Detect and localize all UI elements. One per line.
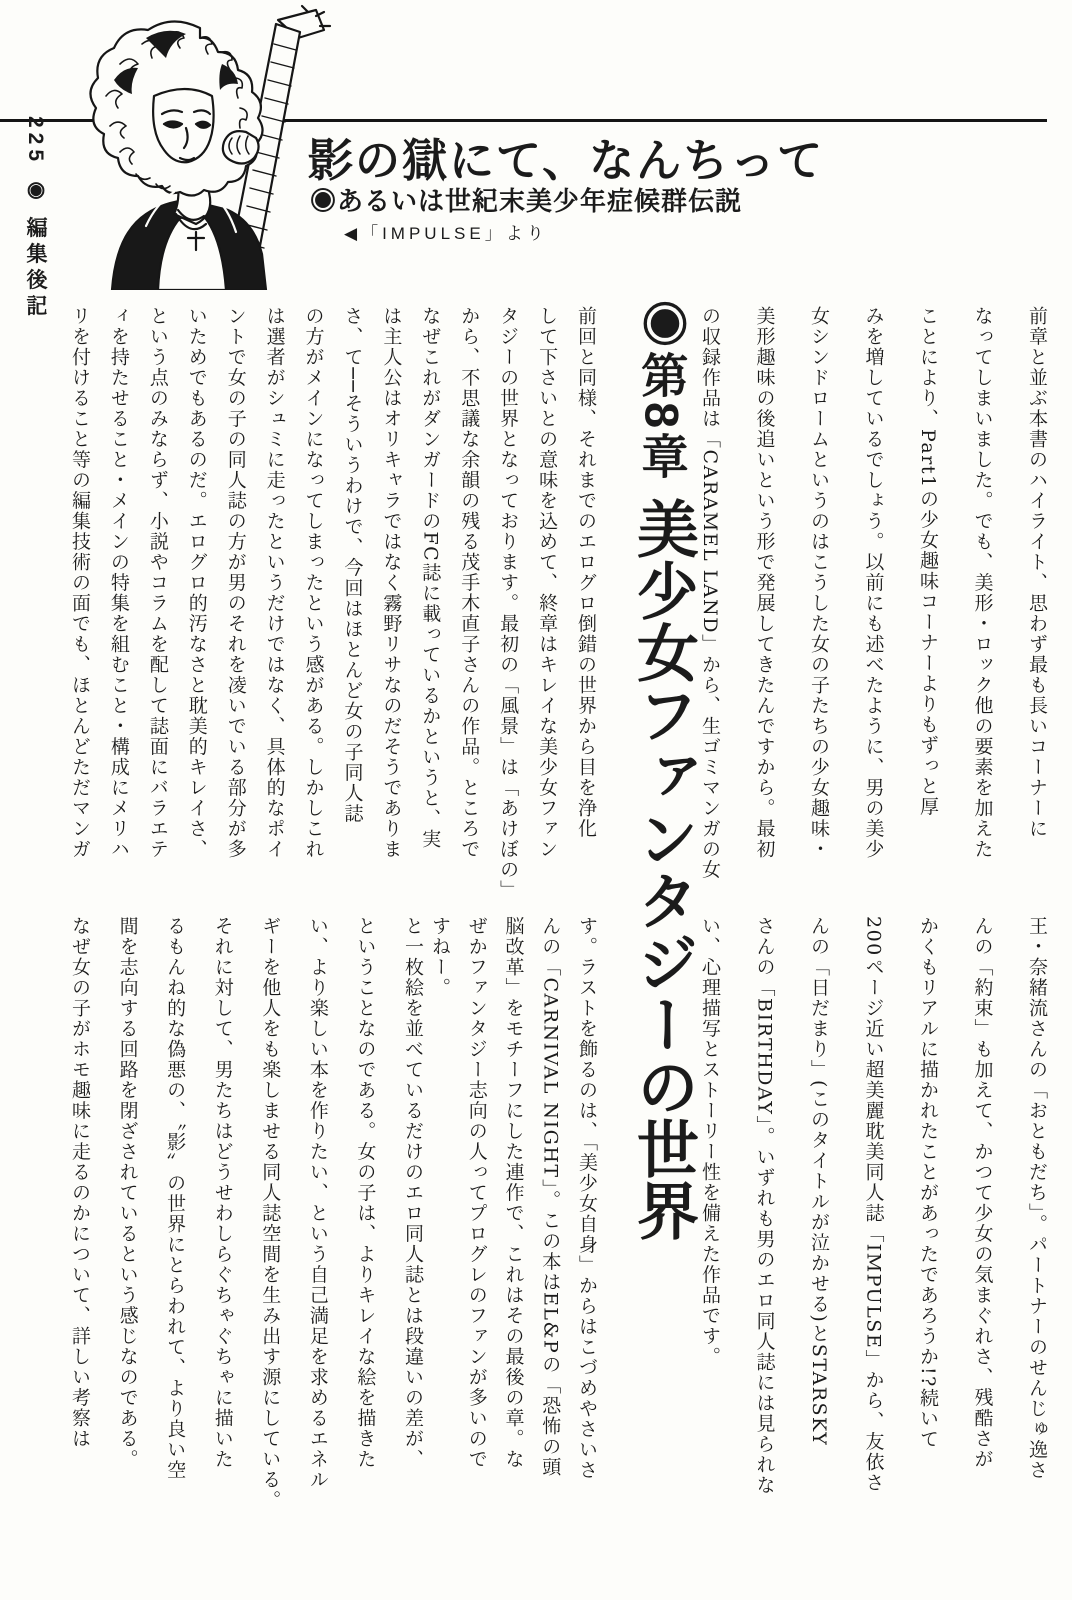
text-column: ぜかファンタジー志向の人ってプログレのファンが多いので — [465, 916, 488, 1470]
chapter-title: 美少女ファンタジーの世界 — [627, 497, 697, 1242]
article-title: 影の獄にて、なんちって — [308, 135, 825, 186]
text-column: 間を志向する回路を閉ざされているという感じなのである。 — [116, 916, 139, 1470]
text-column: なってしまいました。でも、美形・ロック他の要素を加えた — [971, 306, 994, 860]
text-column: いためでもあるのだ。エログロ的汚なさと耽美的キレイさ、 — [185, 306, 208, 860]
text-column: んの「約束」も加えて、かつて少女の気まぐれさ、残酷さが — [971, 916, 994, 1470]
text-block-lower-mid — [430, 916, 596, 1516]
text-column: リを付けること等の編集技術の面でも、ほとんどただマンガ — [69, 306, 91, 860]
text-column: すねー。 — [429, 916, 451, 998]
text-column: 前回と同様、それまでのエログロ倒錯の世界から目を浄化 — [574, 306, 597, 839]
text-column: の収録作品は「CARAMEL LAND」から、生ゴミマンガの女 — [699, 306, 721, 880]
text-column: それに対して、男たちはどうせわしらぐちゃぐちゃに描いた — [211, 916, 234, 1470]
article-subtitle: ◉あるいは世紀末美少年症候群伝説 — [310, 186, 743, 216]
chapter-number: ◉第8章 — [635, 300, 689, 484]
text-column: かくもリアルに描かれたことがあったであろうか!?続いて — [917, 916, 939, 1450]
text-column: んの「日だまり」(このタイトルが泣かせる)とSTARSKY — [808, 916, 830, 1447]
text-column: なぜこれがダンガードのFC誌に載っているかというと、実 — [419, 306, 442, 850]
text-block-upper-right — [699, 306, 1048, 880]
text-column: と一枚絵を並べているだけのエロ同人誌とは段違いの差が、 — [401, 916, 424, 1470]
text-column: んの「CARNIVAL NIGHT」。この本はEL&Pの「恐怖の頭 — [539, 916, 562, 1478]
text-column: す。ラストを飾るのは、「美少女自身」からはこづめやさいさ — [576, 916, 598, 1481]
text-column: タジーの世界となっております。最初の「風景」は「あけぼの」 — [497, 306, 520, 901]
text-column: は選者がシュミに走ったというだけではなく、具体的なポイ — [263, 306, 286, 860]
text-column: 王・奈緒流さんの「おともだち」。パートナーのせんじゅ逸さ — [1026, 916, 1048, 1481]
text-column: という点のみならず、小説やコラムを配して誌面にバラエテ — [146, 306, 169, 860]
text-column: の方がメインになってしまったという感がある。しかしこれ — [302, 306, 325, 860]
text-column: 脳改革」をモチーフにした連作で、これはその最後の章。な — [502, 916, 525, 1470]
text-column: ことにより、Part1の少女趣味コーナーよりもずっと厚 — [917, 306, 939, 817]
text-block-lower-left — [70, 916, 422, 1566]
text-column: 前章と並ぶ本書のハイライト、思わず最も長いコーナーに — [1026, 306, 1048, 839]
text-column: い、心理描写とストーリー性を備えた作品です。 — [699, 916, 721, 1367]
text-block-lower-right — [700, 916, 1046, 1516]
page-number-label: 225 ◉ 編集後記 — [24, 116, 47, 321]
text-column: ということなのである。女の子は、よりキレイな絵を描きた — [354, 916, 377, 1470]
guitarist-illustration — [50, 4, 340, 290]
text-block-upper-left — [69, 306, 597, 901]
text-column: るもんね的な偽悪の、〝影〟の世界にとらわれて、より良い空 — [164, 916, 187, 1481]
text-column: さ、て──そういうわけで、今回はほとんど女の子同人誌 — [341, 306, 364, 824]
text-column: ギーを他人をも楽しませる同人誌空間を生み出す源にしている。 — [259, 916, 282, 1511]
text-column: なぜ女の子がホモ趣味に走るのかについて、詳しい考察は — [69, 916, 91, 1449]
text-column: い、より楽しい本を作りたい、という自己満足を求めるエネル — [306, 916, 329, 1490]
text-column: みを増しているでしょう。以前にも述べたように、男の美少 — [862, 306, 885, 860]
text-column: 200ページ近い超美麗耽美同人誌「IMPULSE」から、友依さ — [862, 916, 885, 1493]
text-column: ントで女の子の同人誌の方が男のそれを凌いでいる部分が多 — [224, 306, 247, 860]
text-column: は主人公はオリキャラではなく霧野リサなのだそうでありま — [380, 306, 403, 860]
text-column: から、不思議な余韻の残る茂手木直子さんの作品。ところで — [458, 306, 481, 860]
source-caption: ◀「IMPULSE」より — [344, 224, 548, 243]
text-column: ィを持たせること・メインの特集を組むこと・構成にメリハ — [107, 306, 130, 860]
text-column: さんの「BIRTHDAY」。いずれも男のエロ同人誌には見られな — [753, 916, 776, 1496]
text-column: して下さいとの意味を込めて、終章はキレイな美少女ファン — [536, 306, 559, 860]
text-column: 女シンドロームというのはこうした女の子たちの少女趣味・ — [808, 306, 830, 860]
text-column: 美形趣味の後追いという形で発展してきたんですから。最初 — [753, 306, 776, 860]
